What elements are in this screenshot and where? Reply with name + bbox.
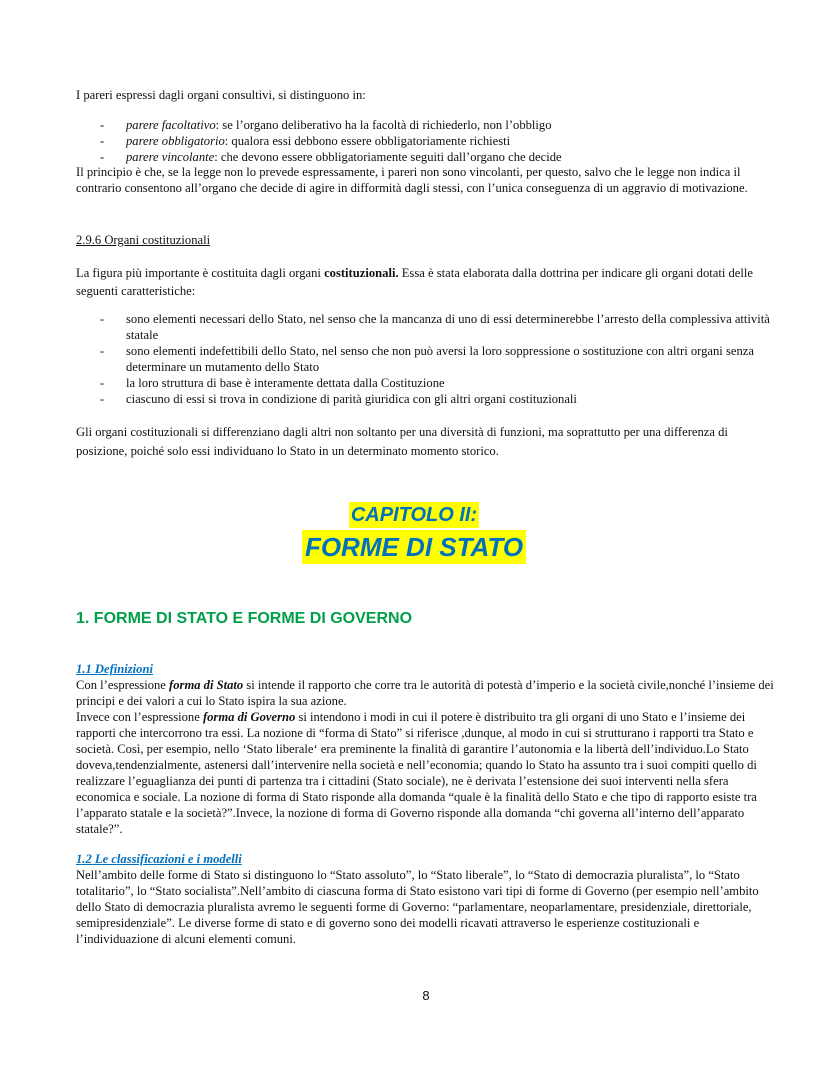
list-item	[76, 117, 776, 133]
list-item: - sono elementi necessari dello Stato, nel senso che la mancanza di uno di essi determinerebbe l’arresto della complessiva attività statale	[76, 311, 776, 343]
list-item-term: parere vincolante	[126, 150, 215, 164]
chapter-label: CAPITOLO II:	[350, 504, 478, 526]
organi-heading: 2.9.6 Organi costituzionali	[76, 233, 211, 247]
def-text: Con l’espressione	[76, 678, 170, 692]
list-item	[76, 133, 776, 149]
list-item: - la loro struttura di base è interamente dettata dalla Costituzione	[76, 375, 776, 391]
list-item-term: parere obbligatorio	[126, 134, 225, 148]
list-item	[76, 149, 776, 165]
chapter-name: FORME DI STATO	[302, 530, 526, 564]
pareri-list	[76, 117, 776, 165]
figura-bold: costituzionali.	[324, 266, 399, 280]
section-heading: 1. FORME DI STATO E FORME DI GOVERNO	[76, 610, 413, 627]
figura-text: La figura più importante è costituita dagli organi	[76, 266, 325, 280]
list-item: - sono elementi indefettibili dello Stato, nel senso che non può aversi la loro soppressione o sostituzione con altri organi senza determinare un mutamento dello Stato	[76, 343, 776, 375]
list-item: - ciascuno di essi si trova in condizione di parità giuridica con gli altri organi costituzionali	[76, 391, 776, 407]
intro-paragraph: I pareri espressi dagli organi consultivi, si distinguono in:	[76, 88, 366, 102]
def-text: Invece con l’espressione	[76, 710, 203, 724]
figura-text: Essa è stata elaborata dalla dottrina per indicare gli organi dotati delle seguenti caratteristiche:	[76, 266, 753, 298]
classificazioni-paragraph: Nell’ambito delle forme di Stato si distinguono lo “Stato assoluto”, lo “Stato liberale”, lo “Stato di democrazia pluralista”, lo “Stato totalitario”, lo “Stato socialista”.Nell’ambito di ciascuna forma di Stato esistono vari tipi di forme di Governo (per esempio nell’ambito dello Stato di democrazia pluralista avremo le seguenti forme di Governo: “parlamentare, neoparlamentare, presidenziale, direttoriale, semipresidenziale”. Le diverse forme di stato e di governo sono dei modelli ricavati attraverso le esperienze costituzionali e l’individuazione di alcuni elementi comuni.	[76, 868, 759, 946]
caratteristiche-list	[76, 311, 776, 407]
def-text: si intende il rapporto che corre tra le autorità di potestà d’imperio e la società civile,nonché l’insieme dei principi e dei valori a cui lo Stato ispira la sua azione.	[76, 678, 774, 708]
list-item-text: : che devono essere obbligatoriamente seguiti dall’organo che decide	[214, 150, 562, 164]
principio-paragraph: Il principio è che, se la legge non lo prevede espressamente, i pareri non sono vincolanti, per questo, salvo che le legge non indica il contrario consentono all’organo che decide di agire in difformità dagli stessi, con l’unica conseguenza di un aggravio di motivazione.	[76, 165, 748, 195]
def-term: forma di Governo	[202, 710, 296, 724]
list-item-text: : qualora essi debbono essere obbligatoriamente richiesti	[224, 134, 511, 148]
classificazioni-heading: 1.2 Le classificazioni e i modelli	[76, 852, 242, 866]
definizioni-heading: 1.1 Definizioni	[76, 662, 153, 676]
list-item-term: parere facoltativo	[126, 118, 216, 132]
def-text: si intendono i modi in cui il potere è distribuito tra gli organi di uno Stato e l’insieme dei rapporti che intercorrono tra essi. La nozione di “forma di Stato” si riferisce ,dunque, al modo in cui si strutturano i rapporti tra Stato e società. Così, per esempio, nello ‘Stato liberale‘ era preminente la finalità di garantire l’autonomia e la libertà dell’individuo.Lo Stato doveva,tendenzialmente, astenersi dall’intervenire nella società e nell’economia; quando lo Stato ha assunto tra i suoi compiti quello di realizzare l’eguaglianza dei punti di partenza tra i cittadini (Stato sociale), ne è derivata l’estensione dei suoi interventi nella sfera economica e sociale. La nozione di forma di Stato risponde alla domanda “quale è la finalità dello Stato e che tipo di rapporto esiste tra l’apparato statale e la società?”.Invece, la nozione di forma di Governo risponde alla domanda “chi governa all’interno dell’apparato statale?”.	[76, 710, 757, 836]
list-item-text: : se l’organo deliberativo ha la facoltà di richiederlo, non l’obbligo	[215, 118, 552, 132]
definizioni-paragraph	[76, 677, 776, 837]
organi-paragraph: Gli organi costituzionali si differenziano dagli altri non soltanto per una diversità di funzioni, ma soprattutto per una differenza di posizione, poiché solo essi individuano lo Stato in un determinato momento storico.	[76, 425, 728, 458]
def-term: forma di Stato	[169, 678, 244, 692]
page-number: 8	[422, 988, 430, 1003]
chapter-title	[76, 502, 752, 564]
figura-paragraph	[76, 264, 776, 300]
